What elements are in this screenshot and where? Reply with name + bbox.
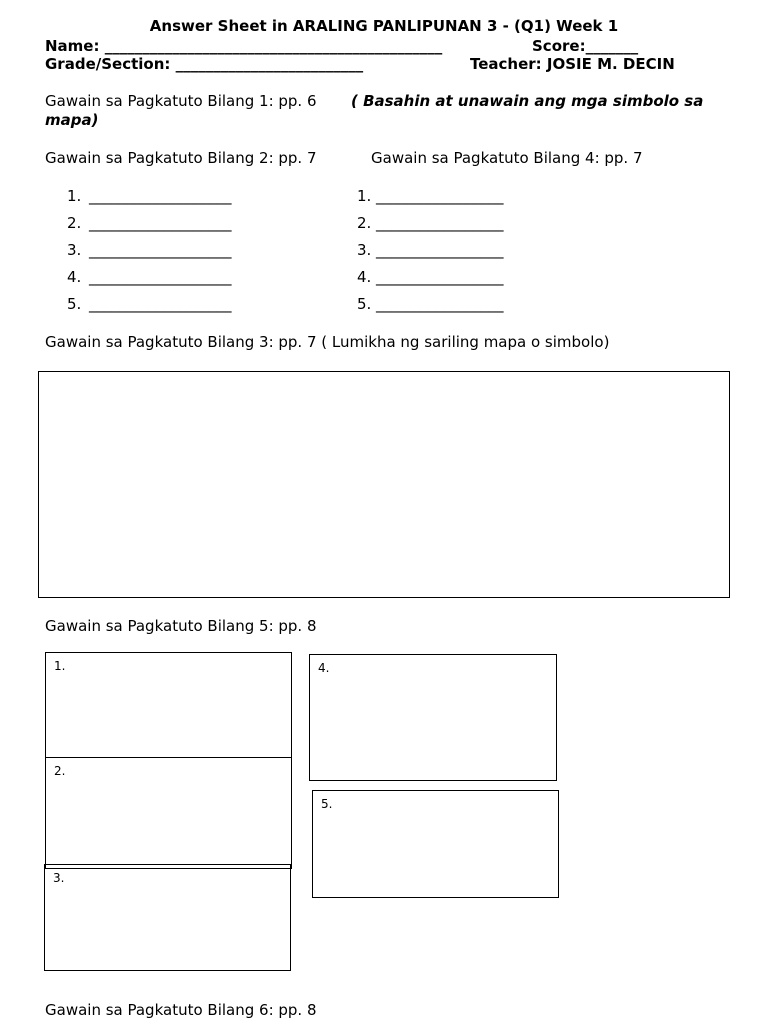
box-number: 1. [54,659,66,673]
activity2-label: Gawain sa Pagkatuto Bilang 2: pp. 7 [45,149,317,167]
teacher-name: Teacher: JOSIE M. DECIN [470,55,675,73]
item-number: 5. [67,295,82,313]
activity5-box-5[interactable] [312,790,559,898]
activity5-box-4[interactable] [309,654,557,781]
grade-row [45,55,363,73]
score-blank[interactable]: _______ [585,37,639,55]
box-number: 4. [318,661,330,675]
box-number: 5. [321,797,333,811]
grade-label: Grade/Section: [45,55,171,73]
item-number: 1. [357,187,372,205]
activity2-item [67,295,232,313]
activity3-drawing-box[interactable] [38,371,730,598]
answer-blank[interactable]: ___________________ [89,268,232,286]
score-row [532,37,638,55]
activity2-item [67,187,232,205]
activity2-item [67,268,232,286]
item-number: 4. [67,268,82,286]
answer-blank[interactable]: _________________ [376,295,504,313]
score-label: Score: [532,37,586,55]
item-number: 1. [67,187,82,205]
answer-blank[interactable]: _________________ [376,214,504,232]
sheet-title: Answer Sheet in ARALING PANLIPUNAN 3 - (Q1) Week 1 [149,17,619,35]
answer-blank[interactable]: ___________________ [89,214,232,232]
activity4-item [357,241,504,259]
answer-blank[interactable]: ___________________ [89,241,232,259]
activity2-item [67,214,232,232]
box-number: 3. [53,871,65,885]
activity5-box-3[interactable] [44,864,291,971]
answer-blank[interactable]: _________________ [376,268,504,286]
activity5-box-2[interactable] [45,757,292,869]
activity1-note-line1: ( Basahin at unawain ang mga simbolo sa [351,92,704,110]
item-number: 3. [67,241,82,259]
answer-blank[interactable]: _________________ [376,241,504,259]
activity5-box-1[interactable] [45,652,292,758]
activity4-item [357,187,504,205]
item-number: 2. [67,214,82,232]
item-number: 4. [357,268,372,286]
activity4-item [357,268,504,286]
activity6-label: Gawain sa Pagkatuto Bilang 6: pp. 8 [45,1001,317,1019]
activity5-label: Gawain sa Pagkatuto Bilang 5: pp. 8 [45,617,317,635]
answer-blank[interactable]: ___________________ [89,187,232,205]
name-label: Name: [45,37,100,55]
activity1-label: Gawain sa Pagkatuto Bilang 1: pp. 6 [45,92,317,110]
activity4-item [357,295,504,313]
grade-blank[interactable]: _________________________ [175,55,364,73]
activity1-note-line2: mapa) [45,111,99,129]
box-number: 2. [54,764,66,778]
answer-blank[interactable]: _________________ [376,187,504,205]
item-number: 3. [357,241,372,259]
activity2-item [67,241,232,259]
item-number: 2. [357,214,372,232]
activity4-item [357,214,504,232]
name-blank[interactable]: _____________________________________________ [104,37,443,55]
name-row [45,37,442,55]
item-number: 5. [357,295,372,313]
activity4-label: Gawain sa Pagkatuto Bilang 4: pp. 7 [371,149,643,167]
answer-blank[interactable]: ___________________ [89,295,232,313]
activity3-label: Gawain sa Pagkatuto Bilang 3: pp. 7 ( Lumikha ng sariling mapa o simbolo) [45,333,610,351]
